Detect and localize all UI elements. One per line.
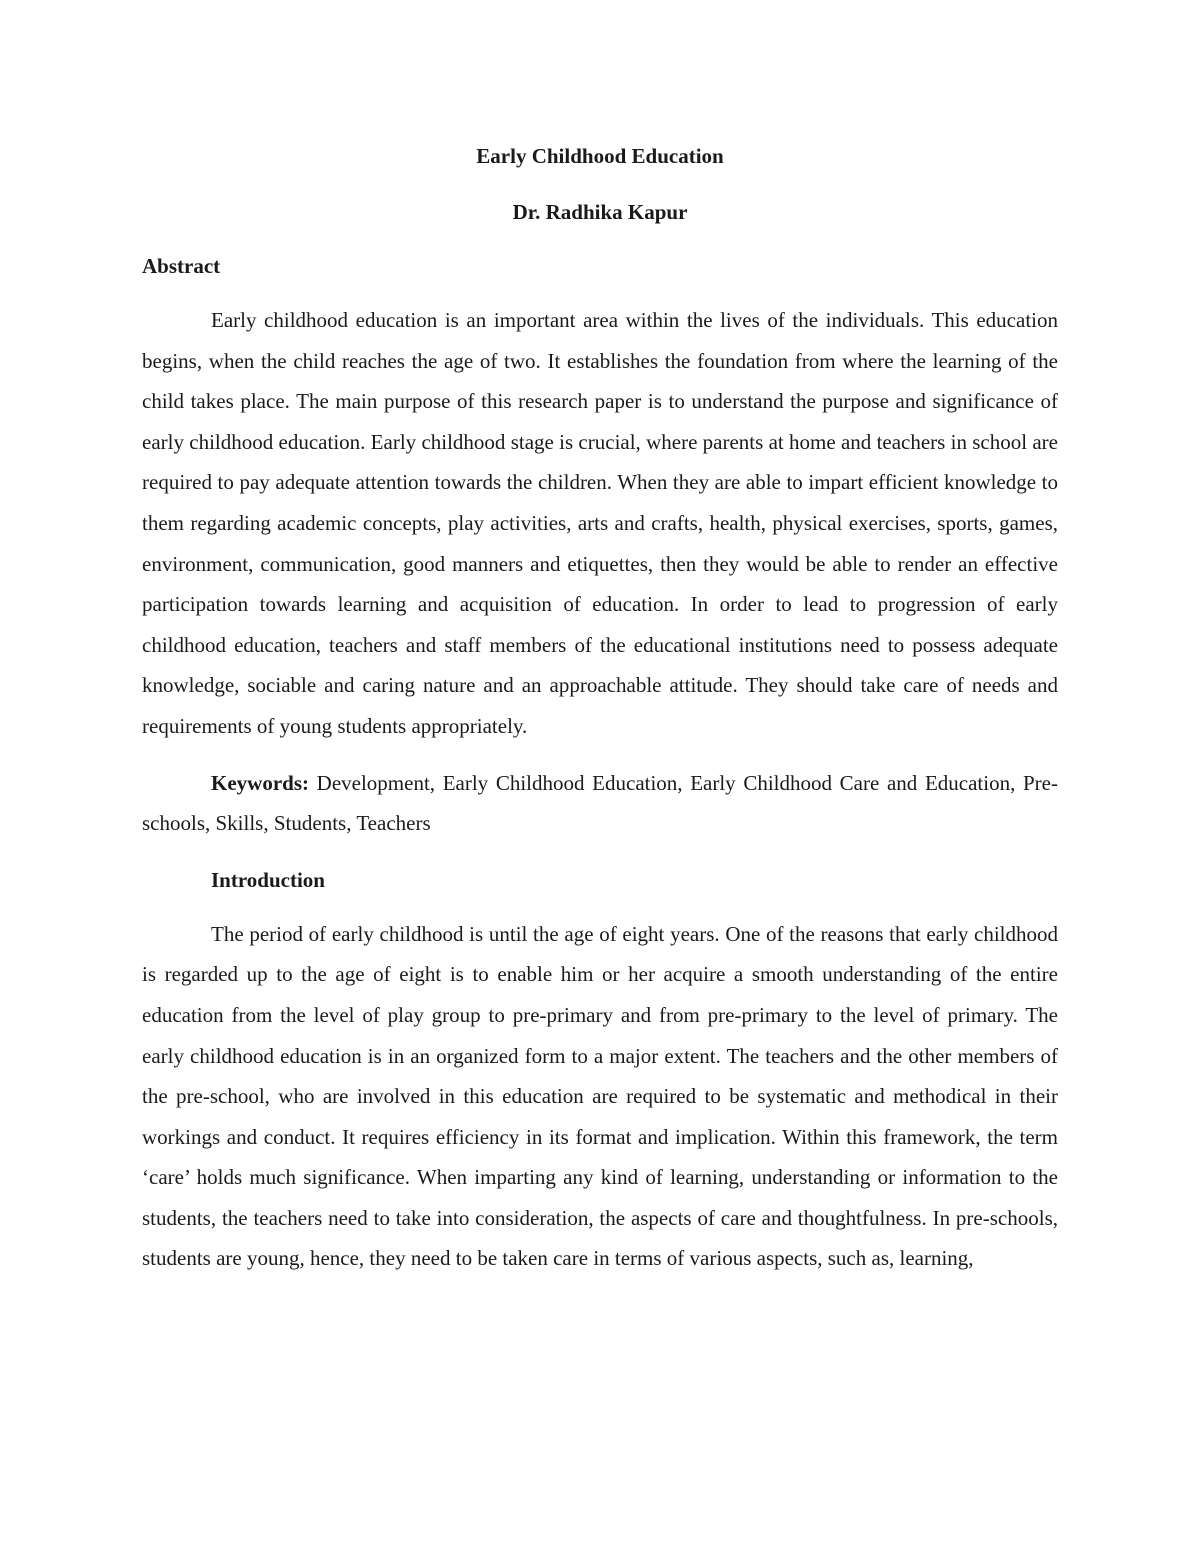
document-page [142,138,1058,1279]
keywords-list: Development, Early Childhood Education, Early Childhood Care and Education, Pre-schools, Skills, Students, Teachers [142,770,1058,836]
paper-title: Early Childhood Education [476,144,724,168]
keywords-label: Keywords: [211,770,309,795]
abstract-heading: Abstract [142,254,221,278]
author-name: Dr. Radhika Kapur [512,200,688,224]
abstract-paragraph: Early childhood education is an important area within the lives of the individuals. This education begins, when the child reaches the age of two. It establishes the foundation from where the learning of the child takes place. The main purpose of this research paper is to understand the purpose and significance of early childhood education. Early childhood stage is crucial, where parents at home and teachers in school are required to pay adequate attention towards the children. When they are able to impart efficient knowledge to them regarding academic concepts, play activities, arts and crafts, health, physical exercises, sports, games, environment, communication, good manners and etiquettes, then they would be able to render an effective participation towards learning and acquisition of education. In order to lead to progression of early childhood education, teachers and staff members of the educational institutions need to possess adequate knowledge, sociable and caring nature and an approachable attitude. They should take care of needs and requirements of young students appropriately. [142,308,1058,738]
keywords-paragraph [142,763,1058,844]
introduction-heading: Introduction [211,867,325,892]
introduction-paragraph: The period of early childhood is until the age of eight years. One of the reasons that early childhood is regarded up to the age of eight is to enable him or her acquire a smooth understanding of the entire education from the level of play group to pre-primary and from pre-primary to the level of primary. The early childhood education is in an organized form to a major extent. The teachers and the other members of the pre-school, who are involved in this education are required to be systematic and methodical in their workings and conduct. It requires efficiency in its format and implication. Within this framework, the term ‘care’ holds much significance. When imparting any kind of learning, understanding or information to the students, the teachers need to take into consideration, the aspects of care and thoughtfulness. In pre-schools, students are young, hence, they need to be taken care in terms of various aspects, such as, learning, [142,921,1058,1271]
